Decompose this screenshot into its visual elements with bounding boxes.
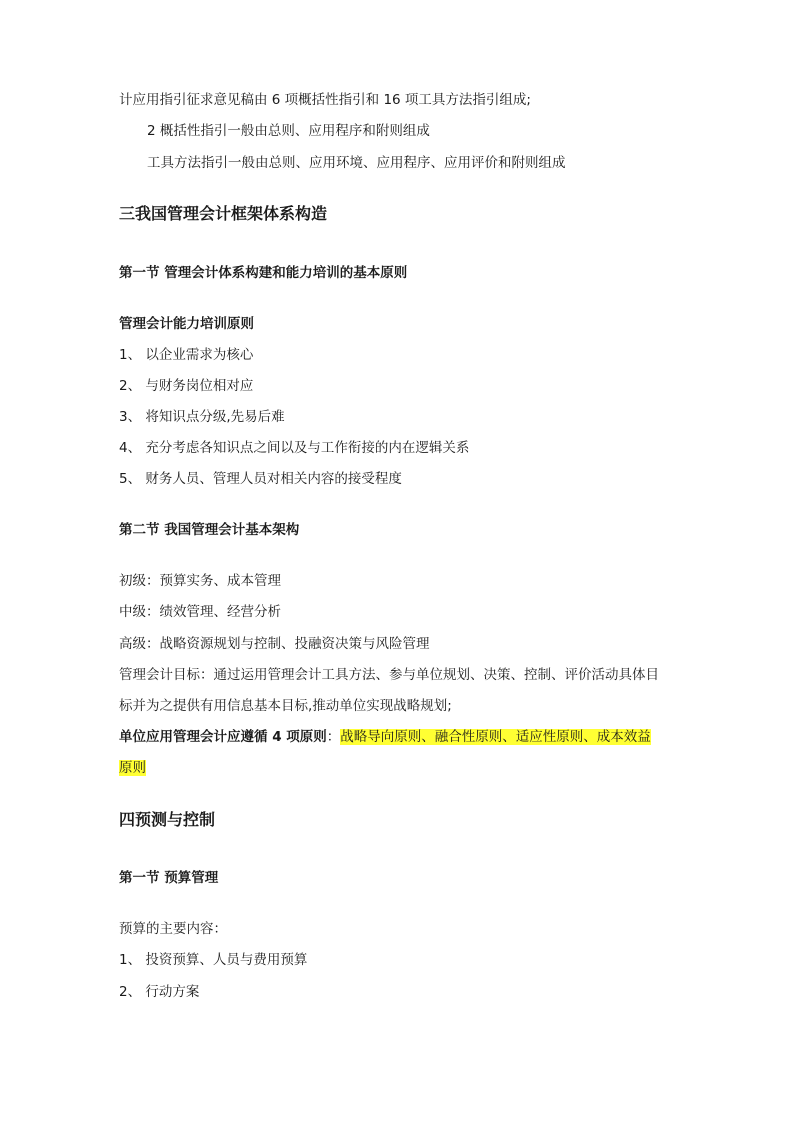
principles-line bbox=[119, 758, 146, 778]
principles-line bbox=[119, 727, 651, 747]
list-item: 2、 与财务岗位相对应 bbox=[119, 378, 254, 394]
intro-line: 预算的主要内容： bbox=[119, 921, 227, 937]
subsection-heading: 第一节 预算管理 bbox=[119, 870, 219, 886]
subsection-subheading: 管理会计能力培训原则 bbox=[119, 316, 254, 332]
goal-line: 标并为之提供有用信息基本目标,推动单位实现战略规划; bbox=[119, 698, 452, 714]
list-item: 1、 以企业需求为核心 bbox=[119, 347, 254, 363]
paragraph-line: 工具方法指引一般由总则、应用环境、应用程序、应用评价和附则组成 bbox=[147, 155, 566, 171]
subsection-heading: 第二节 我国管理会计基本架构 bbox=[119, 522, 300, 538]
subsection-heading: 第一节 管理会计体系构建和能力培训的基本原则 bbox=[119, 265, 408, 281]
paragraph-line: 计应用指引征求意见稿由 6 项概括性指引和 16 项工具方法指引组成; bbox=[119, 92, 531, 108]
list-item: 5、 财务人员、管理人员对相关内容的接受程度 bbox=[119, 471, 402, 487]
level-line: 高级：战略资源规划与控制、投融资决策与风险管理 bbox=[119, 636, 430, 652]
principles-label: 单位应用管理会计应遵循 4 项原则 bbox=[119, 729, 327, 745]
principles-colon: ： bbox=[326, 729, 341, 745]
list-item: 4、 充分考虑各知识点之间以及与工作衔接的内在逻辑关系 bbox=[119, 440, 470, 456]
paragraph-line: 2 概括性指引一般由总则、应用程序和附则组成 bbox=[147, 123, 430, 139]
list-item: 2、 行动方案 bbox=[119, 984, 200, 1000]
highlighted-text: 原则 bbox=[119, 760, 146, 776]
highlighted-text: 战略导向原则、融合性原则、适应性原则、成本效益 bbox=[340, 729, 651, 745]
section-heading: 三我国管理会计框架体系构造 bbox=[119, 204, 328, 223]
level-line: 初级：预算实务、成本管理 bbox=[119, 573, 281, 589]
level-line: 中级：绩效管理、经营分析 bbox=[119, 604, 281, 620]
section-heading: 四预测与控制 bbox=[119, 810, 216, 829]
goal-line: 管理会计目标：通过运用管理会计工具方法、参与单位规划、决策、控制、评价活动具体目 bbox=[119, 667, 659, 683]
list-item: 1、 投资预算、人员与费用预算 bbox=[119, 952, 308, 968]
list-item: 3、 将知识点分级,先易后难 bbox=[119, 409, 285, 425]
